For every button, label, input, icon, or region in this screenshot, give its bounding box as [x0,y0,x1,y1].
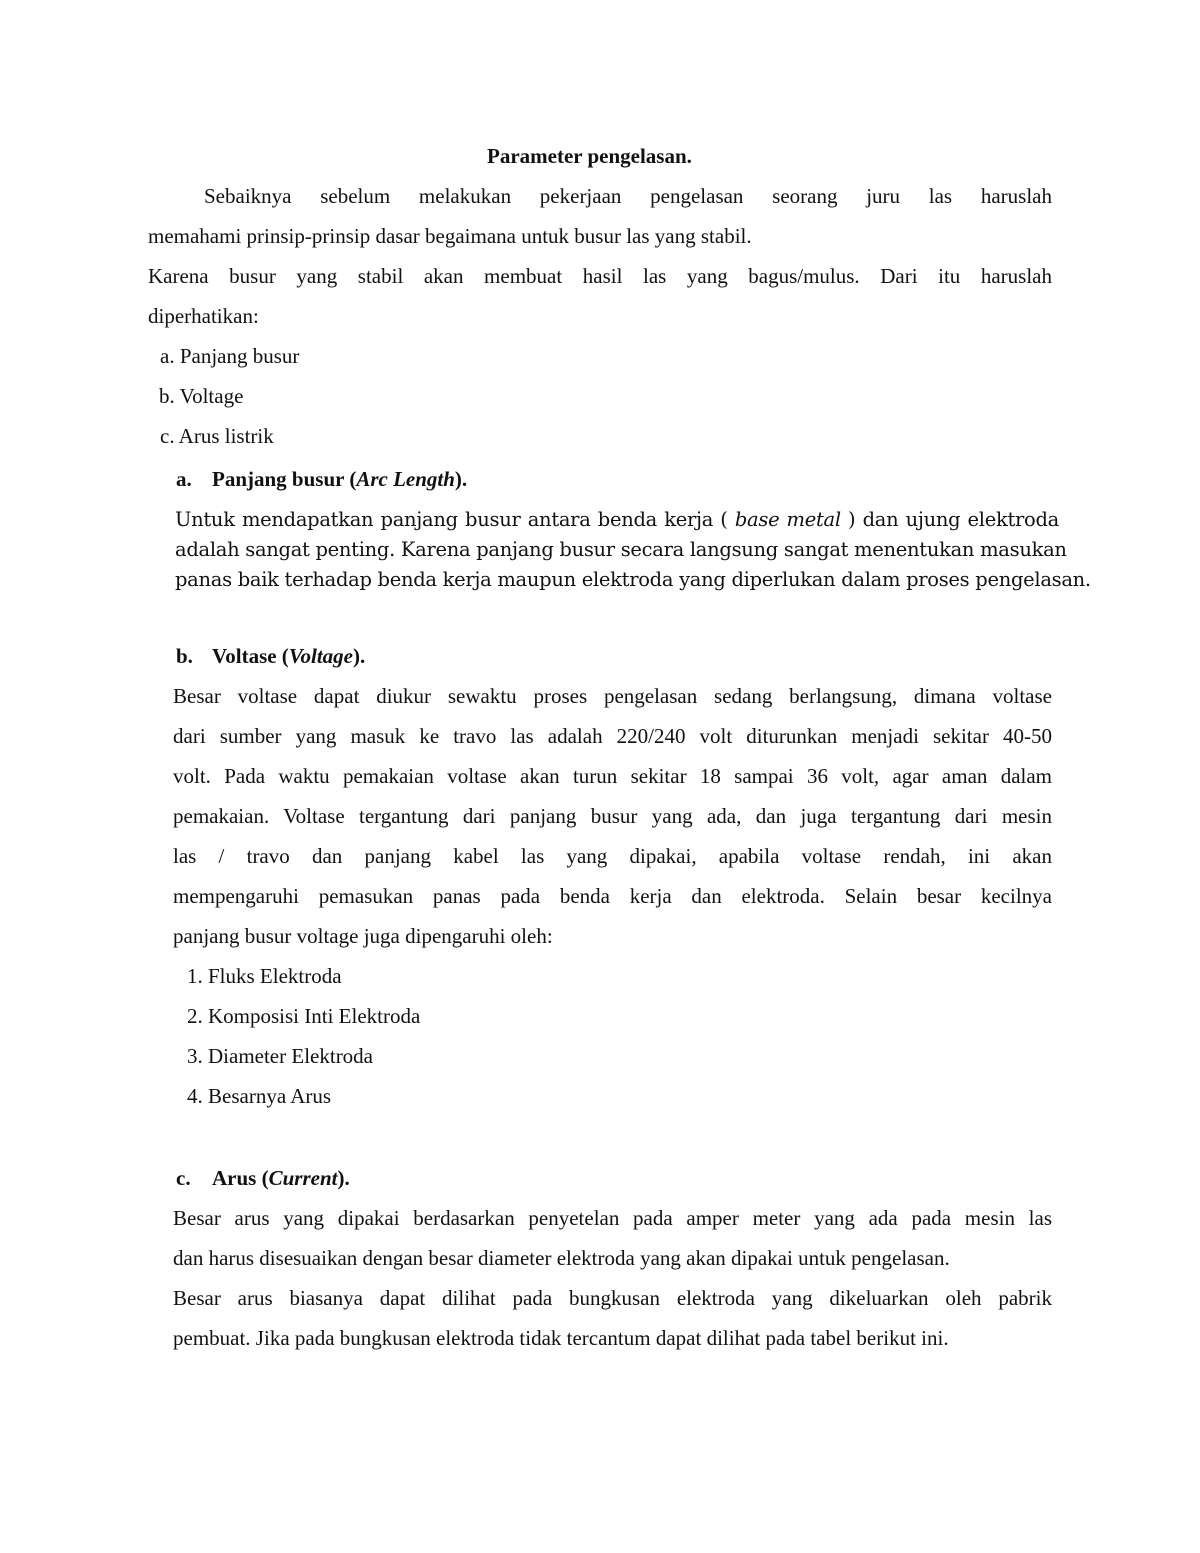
section-marker: b. [176,644,193,668]
document-title: Parameter pengelasan. [487,144,692,168]
intro-line-2: memahami prinsip-prinsip dasar begaimana untuk busur las yang stabil. [148,224,752,248]
section-b-line-1: Besar voltase dapat diukur sewaktu proses pengelasan sedang berlangsung, dimana voltase [173,684,1052,708]
intro-line-4: diperhatikan: [148,304,259,328]
list-marker: 2. [187,1004,203,1028]
section-b-line-5: las / travo dan panjang kabel las yang dipakai, apabila voltase rendah, ini akan [173,844,1052,868]
list-marker: c. [160,424,175,448]
section-a-line-3: panas baik terhadap benda kerja maupun elektroda yang diperlukan dalam proses pengelasan. [175,568,1091,591]
section-b-heading: b. Voltase (Voltage). [176,644,366,668]
section-b-line-2: dari sumber yang masuk ke travo las adalah 220/240 volt diturunkan menjadi sekitar 40-50 [173,724,1052,748]
section-b-line-4: pemakaian. Voltase tergantung dari panjang busur yang ada, dan juga tergantung dari mesin [173,804,1052,828]
section-b-line-7: panjang busur voltage juga dipengaruhi oleh: [173,924,553,948]
intro-line-3: Karena busur yang stabil akan membuat hasil las yang bagus/mulus. Dari itu haruslah [148,264,1052,288]
section-c-line-1: Besar arus yang dipakai berdasarkan penyetelan pada amper meter yang ada pada mesin las [173,1206,1052,1230]
list-text: Fluks Elektroda [208,964,342,988]
section-b-line-3: volt. Pada waktu pemakaian voltase akan turun sekitar 18 sampai 36 volt, agar aman dalam [173,764,1052,788]
section-a-heading: a. Panjang busur (Arc Length). [176,467,468,491]
section-c-line-3: Besar arus biasanya dapat dilihat pada bungkusan elektroda yang dikeluarkan oleh pabrik [173,1286,1052,1310]
list-text: Diameter Elektroda [208,1044,374,1068]
section-c-line-4: pembuat. Jika pada bungkusan elektroda tidak tercantum dapat dilihat pada tabel berikut ini. [173,1326,949,1350]
list-marker: 4. [187,1084,203,1108]
list-marker: 1. [187,964,203,988]
list-item [160,344,299,369]
list-item [187,1004,420,1029]
list-item [160,424,274,449]
list-text: Besarnya Arus [208,1084,332,1108]
list-text: Panjang busur [179,344,300,368]
section-marker: c. [176,1166,191,1190]
section-c-heading: c. Arus (Current). [176,1166,350,1190]
list-marker: 3. [187,1044,203,1068]
list-text: Voltage [179,384,244,408]
list-item [187,1084,331,1109]
section-a-body [175,505,1091,595]
list-item [187,1044,373,1069]
list-marker: a. [160,344,175,368]
section-marker: a. [176,467,192,491]
section-c-line-2: dan harus disesuaikan dengan besar diameter elektroda yang akan dipakai untuk pengelasan. [173,1246,950,1270]
section-b-line-6: mempengaruhi pemasukan panas pada benda kerja dan elektroda. Selain besar kecilnya [173,884,1052,908]
section-a-line-2: adalah sangat penting. Karena panjang busur secara langsung sangat menentukan masukan [175,538,1067,561]
list-text: Arus listrik [178,424,274,448]
list-item [187,964,342,989]
list-item [159,384,243,409]
list-text: Komposisi Inti Elektroda [208,1004,421,1028]
section-a-line-1: Untuk mendapatkan panjang busur antara benda kerja ( base metal ) dan ujung elektroda [175,508,1059,531]
list-marker: b. [159,384,175,408]
intro-line-1: Sebaiknya sebelum melakukan pekerjaan pengelasan seorang juru las haruslah [204,184,1052,208]
